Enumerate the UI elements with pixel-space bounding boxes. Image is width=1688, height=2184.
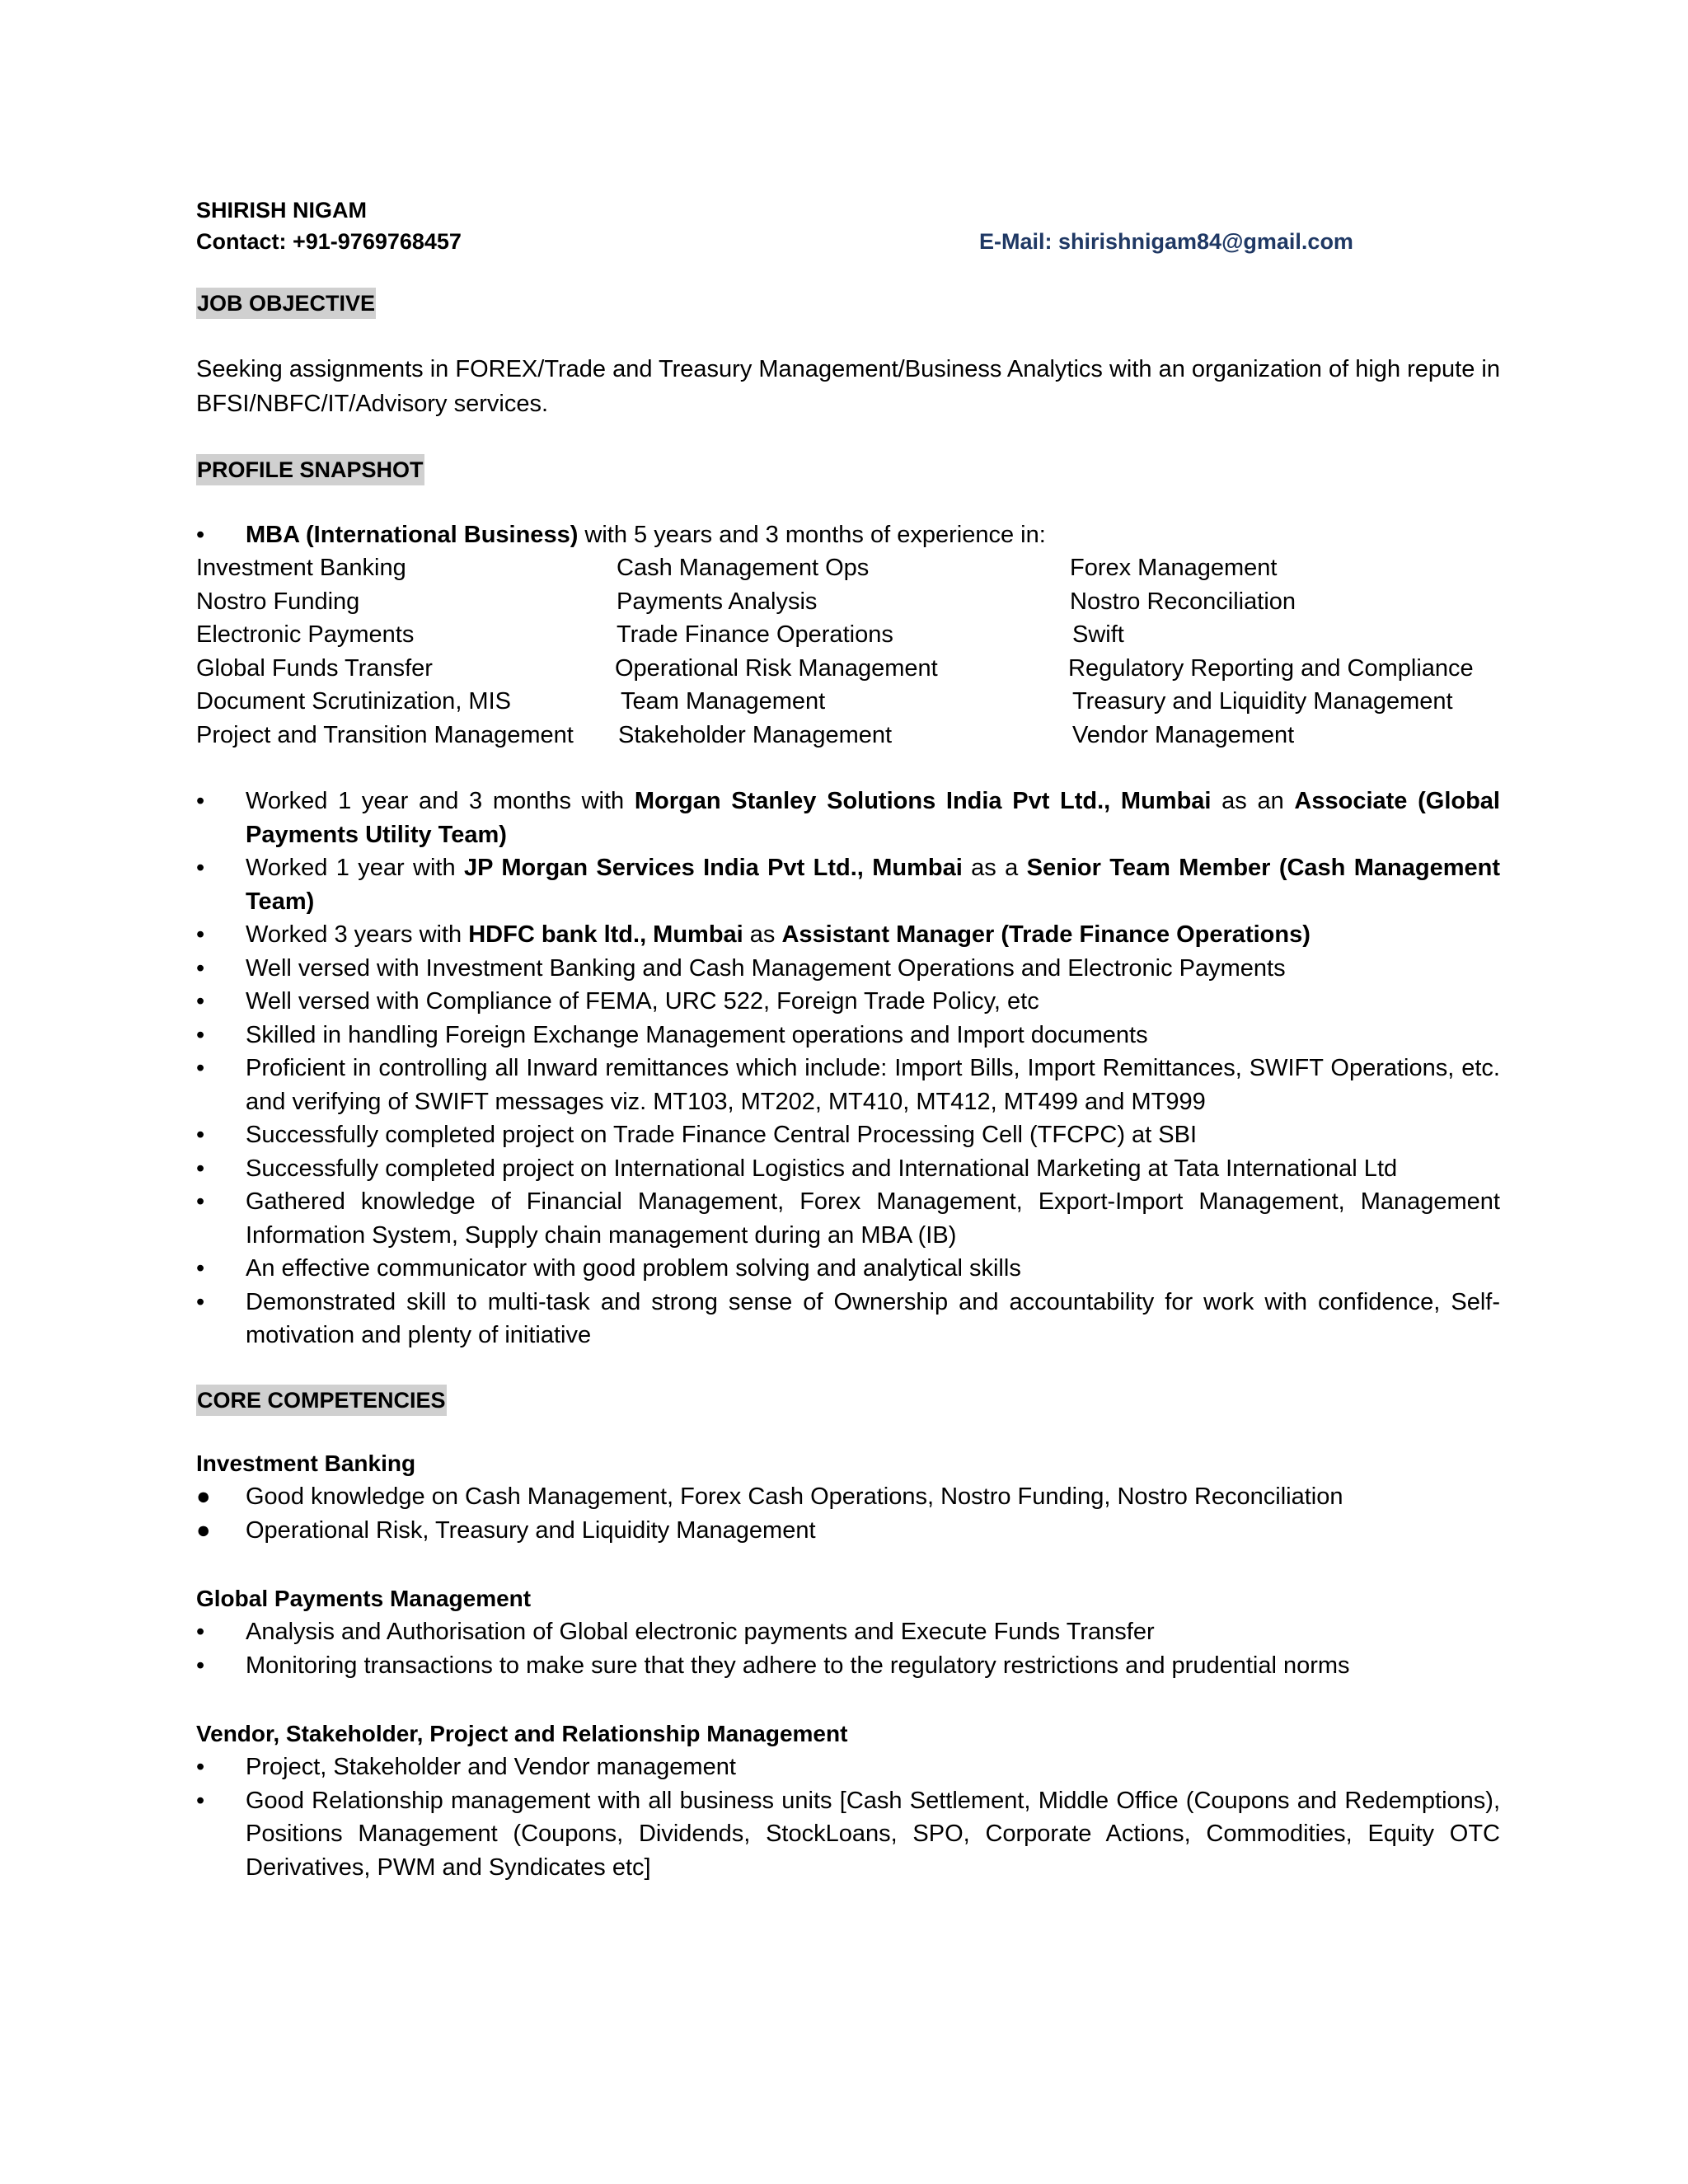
skills-row: [196, 719, 1500, 752]
skill-cell: Vendor Management: [1072, 721, 1295, 748]
skill-cell: Global Funds Transfer: [196, 654, 433, 682]
skill-cell: Cash Management Ops: [617, 555, 870, 581]
contact-phone: Contact: +91-9769768457: [196, 229, 462, 254]
skills-row: [196, 551, 1500, 585]
list-item: • Successfully completed project on International Logistics and International Marketing at Tata International Ltd: [196, 1155, 1398, 1182]
skill-cell: Electronic Payments: [196, 621, 415, 648]
skill-cell: Forex Management: [1070, 555, 1278, 581]
list-item: • Project, Stakeholder and Vendor management: [196, 1754, 736, 1780]
skill-cell: Treasury and Liquidity Management: [1072, 688, 1453, 715]
list-item: • Successfully completed project on Trade Finance Central Processing Cell (TFCPC) at SBI: [196, 1122, 1198, 1148]
global-payments-list: [196, 1615, 1500, 1682]
job-objective-heading: JOB OBJECTIVE: [196, 288, 376, 319]
list-item: • Worked 3 years with HDFC bank ltd., Mumbai as Assistant Manager (Trade Finance Operations): [196, 921, 1311, 948]
investment-banking-title: Investment Banking: [196, 1451, 416, 1476]
list-item: • Skilled in handling Foreign Exchange Management operations and Import documents: [196, 1021, 1148, 1048]
skill-cell: Nostro Funding: [196, 588, 360, 615]
list-item: • Well versed with Investment Banking and Cash Management Operations and Electronic Payments: [196, 954, 1286, 982]
skill-cell: Document Scrutinization, MIS: [196, 688, 511, 715]
skill-cell: Trade Finance Operations: [617, 621, 893, 648]
skills-row: [196, 585, 1500, 619]
experience-list: [196, 785, 1500, 1352]
investment-banking-list: [196, 1480, 1500, 1547]
skill-cell: Payments Analysis: [617, 588, 818, 615]
list-item: • Good Relationship management with all business units [Cash Settlement, Middle Office (Coupons and Redemptions), Positions Management (Coupons, Dividends, StockLoans, SPO, Corporate Actions, Commodities, Equity OTC Derivatives, PWM and Syndicates etc]: [196, 1787, 1500, 1881]
list-item: • Well versed with Compliance of FEMA, URC 522, Foreign Trade Policy, etc: [196, 988, 1039, 1015]
list-item: ● Operational Risk, Treasury and Liquidity Management: [196, 1516, 816, 1544]
skills-grid: [196, 551, 1500, 752]
skill-cell: Swift: [1072, 621, 1124, 648]
list-item: • Worked 1 year and 3 months with Morgan Stanley Solutions India Pvt Ltd., Mumbai as an Associate (Global Payments Utility Team): [196, 788, 1500, 848]
list-item: • Proficient in controlling all Inward remittances which include: Import Bills, Import Remittances, SWIFT Operations, etc. and verifying of SWIFT messages viz. MT103, MT202, MT410, MT412, MT499 and MT999: [196, 1055, 1500, 1115]
job-objective-text: Seeking assignments in FOREX/Trade and Treasury Management/Business Analytics with an organization of high repute in BFSI/NBFC/IT/Advisory services.: [196, 356, 1500, 417]
vendor-stakeholder-title: Vendor, Stakeholder, Project and Relationship Management: [196, 1721, 848, 1746]
profile-intro: [196, 518, 1500, 552]
contact-email: E-Mail: shirishnigam84@gmail.com: [979, 229, 1353, 254]
list-item: • Worked 1 year with JP Morgan Services India Pvt Ltd., Mumbai as a Senior Team Member (Cash Management Team): [196, 855, 1501, 915]
list-item: • Demonstrated skill to multi-task and strong sense of Ownership and accountability for work with confidence, Self-motivation and plenty of initiative: [196, 1288, 1500, 1348]
skill-cell: Operational Risk Management: [615, 654, 938, 682]
list-item: • Gathered knowledge of Financial Management, Forex Management, Export-Import Management, Management Information System, Supply chain management during an MBA (IB): [196, 1188, 1500, 1249]
list-item: • Monitoring transactions to make sure that they adhere to the regulatory restrictions and prudential norms: [196, 1652, 1350, 1679]
list-item: ● Good knowledge on Cash Management, Forex Cash Operations, Nostro Funding, Nostro Reconciliation: [196, 1483, 1343, 1510]
vendor-stakeholder-list: [196, 1750, 1500, 1884]
skills-row: [196, 618, 1500, 652]
global-payments-title: Global Payments Management: [196, 1586, 532, 1611]
list-item: • An effective communicator with good problem solving and analytical skills: [196, 1255, 1021, 1282]
skill-cell: Team Management: [621, 688, 826, 715]
profile-snapshot-heading: PROFILE SNAPSHOT: [196, 454, 424, 485]
skills-row: [196, 685, 1500, 719]
skill-cell: Stakeholder Management: [618, 721, 893, 748]
skills-row: [196, 652, 1500, 686]
candidate-name: SHIRISH NIGAM: [196, 198, 368, 223]
skill-cell: Nostro Reconciliation: [1070, 588, 1296, 615]
list-item: • Analysis and Authorisation of Global electronic payments and Execute Funds Transfer: [196, 1619, 1155, 1645]
skill-cell: Regulatory Reporting and Compliance: [1068, 654, 1474, 682]
skill-cell: Project and Transition Management: [196, 721, 574, 748]
skill-cell: Investment Banking: [196, 555, 406, 581]
list-item: • MBA (International Business) with 5 years and 3 months of experience in:: [196, 522, 1046, 548]
core-competencies-heading: CORE COMPETENCIES: [196, 1385, 447, 1416]
